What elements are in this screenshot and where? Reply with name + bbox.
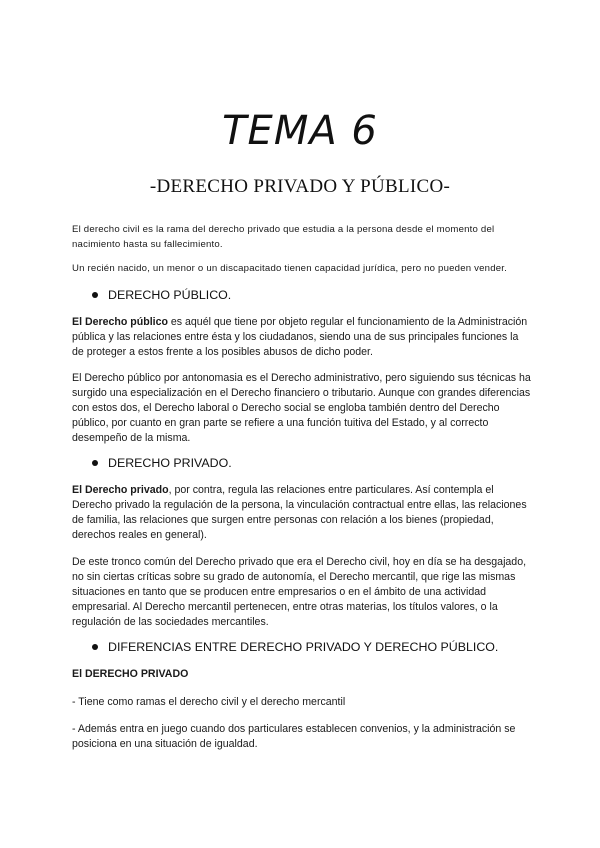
page-subtitle: -DERECHO PRIVADO Y PÚBLICO-	[149, 176, 451, 197]
diferencias-item-1: - Tiene como ramas el derecho civil y el derecho mercantil	[72, 696, 346, 708]
heading-label: DIFERENCIAS ENTRE DERECHO PRIVADO Y DERECHO PÚBLICO.	[108, 640, 499, 654]
publico-paragraph-2: El Derecho público por antonomasia es el Derecho administrativo, pero siguiendo sus técnicas ha surgido una especialización en el Derecho financiero o tributario. Aunque con grandes diferencias con estos dos, el Derecho laboral o Derecho social se engloba también dentro del Derecho público, por cuanto en gran parte se refiere a una función tuitiva del Estado, y al correcto desempeño de la misma.	[72, 372, 531, 444]
publico-paragraph-1	[72, 315, 532, 360]
intro-paragraph-1: El derecho civil es la rama del derecho privado que estudia a la persona desde el momento del nacimiento hasta su fallecimiento.	[72, 224, 495, 250]
heading-diferencias	[92, 640, 498, 654]
paragraph-text: es aquél que tiene por objeto regular el funcionamiento de la Administración pública y las relaciones entre ésta y los ciudadanos, siendo una de sus principales funciones la de proteger a estos frente a los posibles abusos de dicho poder.	[72, 316, 528, 358]
bullet-icon	[92, 460, 98, 466]
paragraph-text: , por contra, regula las relaciones entre particulares. Así contempla el Derecho privado la regulación de la persona, la vinculación contractual entre ellas, las relaciones de familia, las relaciones que surgen entre personas con relación a los bienes (propiedad, derechos reales en general).	[72, 484, 527, 541]
heading-label: DERECHO PRIVADO.	[108, 456, 232, 470]
heading-label: DERECHO PÚBLICO.	[108, 288, 232, 302]
heading-derecho-privado	[92, 456, 232, 470]
bullet-icon	[92, 292, 98, 298]
bold-term: El Derecho privado	[72, 484, 169, 496]
privado-paragraph-2: De este tronco común del Derecho privado que era el Derecho civil, hoy en día se ha desgajado, no sin ciertas críticas sobre su grado de autonomía, el Derecho mercantil, que rige las mismas situaciones en tanto que se producen entre empresarios o en el ámbito de una actividad empresarial. Al Derecho mercantil pertenecen, entre otras materias, los títulos valores, o la regulación de las sociedades mercantiles.	[72, 556, 527, 628]
heading-derecho-publico	[92, 288, 231, 302]
privado-paragraph-1	[72, 483, 532, 543]
bold-term: El Derecho público	[72, 316, 168, 328]
bullet-icon	[92, 644, 98, 650]
diferencias-item-2: - Además entra en juego cuando dos particulares establecen convenios, y la administración se posiciona en una situación de igualdad.	[72, 723, 516, 750]
subheading-derecho-privado: El DERECHO PRIVADO	[72, 668, 189, 680]
intro-paragraph-2: Un recién nacido, un menor o un discapacitado tienen capacidad jurídica, pero no pueden vender.	[72, 263, 508, 274]
page-title: TEMA 6	[222, 108, 378, 154]
